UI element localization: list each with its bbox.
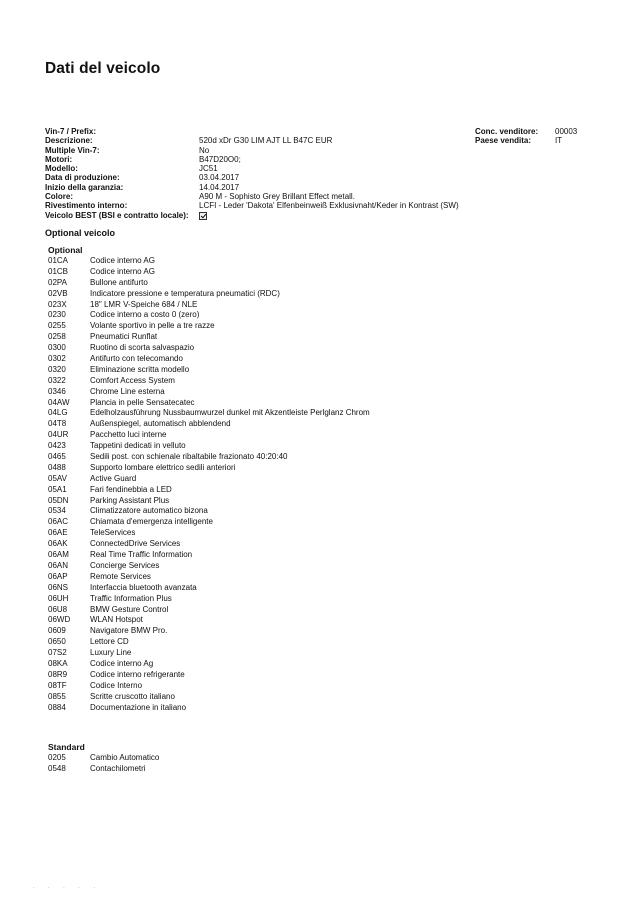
option-description: Pacchetto luci interne [90, 430, 167, 440]
option-code: 06AM [48, 550, 69, 560]
option-description: ConnectedDrive Services [90, 539, 181, 549]
info-value: No [199, 145, 210, 155]
list-item [48, 278, 370, 289]
option-description: WLAN Hotspot [90, 615, 143, 625]
option-description: Fari fendinebbia a LED [90, 484, 172, 494]
list-item [48, 539, 370, 550]
list-item [48, 452, 370, 463]
option-description: Codice interno AG [90, 266, 155, 276]
list-item [48, 332, 370, 343]
option-description: Codice interno Ag [90, 658, 154, 668]
dealer-value: 00003 [555, 127, 578, 136]
option-code: 0302 [48, 354, 66, 364]
optional-section-title: Optional veicolo [45, 228, 116, 238]
option-code: 0230 [48, 310, 66, 320]
option-description: Edelholzausführung Nussbaumwurzel dunkel mit Akzentleiste Perlglanz Chrom [90, 408, 370, 418]
option-code: 0534 [48, 506, 66, 516]
info-row-model [45, 164, 459, 173]
option-code: 06AP [48, 571, 68, 581]
option-description: Parking Assistant Plus [90, 495, 170, 505]
list-item [48, 681, 370, 692]
option-description: Luxury Line [90, 648, 132, 658]
list-item [48, 321, 370, 332]
option-code: 0346 [48, 386, 66, 396]
option-code: 04T8 [48, 419, 67, 429]
info-label: Modello: [45, 164, 78, 174]
option-code: 06U8 [48, 604, 68, 614]
list-item [48, 703, 370, 714]
list-item [48, 387, 370, 398]
option-description: Indicatore pressione e temperatura pneumatici (RDC) [90, 288, 280, 298]
option-code: 0855 [48, 691, 66, 701]
info-label: Motori: [45, 154, 73, 164]
info-label: Inizio della garanzia: [45, 182, 124, 192]
info-label: Multiple Vin-7: [45, 145, 100, 155]
option-description: Tappetini dedicati in velluto [90, 441, 186, 451]
list-item [48, 419, 370, 430]
option-code: 02VB [48, 288, 68, 298]
optional-list [48, 256, 370, 713]
option-code: 0205 [48, 753, 66, 762]
option-description: BMW Gesture Control [90, 604, 169, 614]
list-item [48, 441, 370, 452]
info-value: B47D20O0; [199, 154, 241, 164]
option-description: Ruotino di scorta salvaspazio [90, 343, 195, 353]
info-label: Veicolo BEST (BSI e contratto locale): [45, 210, 189, 220]
option-description: Supporto lombare elettrico sedili anteriori [90, 462, 236, 472]
list-item [48, 605, 370, 616]
option-description: Chiamata d'emergenza intelligente [90, 517, 213, 527]
option-code: 0258 [48, 332, 66, 342]
list-item [48, 637, 370, 648]
info-row-best [45, 211, 459, 220]
list-item [48, 594, 370, 605]
option-description: Navigatore BMW Pro. [90, 626, 168, 636]
list-item [48, 343, 370, 354]
optional-heading: Optional [48, 245, 83, 255]
option-code: 08KA [48, 658, 68, 668]
option-code: 06AN [48, 560, 69, 570]
option-code: 023X [48, 299, 67, 309]
option-code: 06NS [48, 582, 69, 592]
list-item [48, 648, 370, 659]
dealer-label: Paese vendita: [475, 136, 532, 146]
option-code: 06AE [48, 528, 68, 538]
list-item [48, 300, 370, 311]
info-label: Vin-7 / Prefix: [45, 127, 96, 136]
option-code: 01CB [48, 266, 69, 276]
list-item [48, 398, 370, 409]
list-item [48, 256, 370, 267]
dealer-row [475, 127, 577, 136]
list-item [48, 485, 370, 496]
option-code: 04LG [48, 408, 68, 418]
option-code: 0884 [48, 702, 66, 712]
option-description: Codice interno AG [90, 256, 155, 265]
option-code: 02PA [48, 277, 67, 287]
info-value: LCFI - Leder 'Dakota' Elfenbeinweiß Exklusivnaht/Keder in Kontrast (SW) [199, 201, 459, 211]
option-code: 01CA [48, 256, 69, 265]
list-item [48, 572, 370, 583]
list-item [48, 506, 370, 517]
option-code: 0320 [48, 364, 66, 374]
list-item [48, 528, 370, 539]
option-description: TeleServices [90, 528, 136, 538]
option-code: 07S2 [48, 648, 67, 658]
option-description: Codice interno refrigerante [90, 669, 185, 679]
vehicle-info-block [45, 127, 459, 220]
info-label: Colore: [45, 192, 73, 202]
list-item [48, 376, 370, 387]
list-item [48, 626, 370, 637]
list-item [48, 517, 370, 528]
option-description: Climatizzatore automatico bizona [90, 506, 208, 516]
info-row-interior [45, 201, 459, 210]
info-row-vin [45, 127, 459, 136]
info-row-color [45, 192, 459, 201]
option-code: 04AW [48, 397, 70, 407]
info-row-production-date [45, 173, 459, 182]
option-code: 05DN [48, 495, 69, 505]
option-code: 05AV [48, 473, 67, 483]
list-item [48, 659, 370, 670]
best-checkbox[interactable] [199, 212, 207, 220]
list-item [48, 670, 370, 681]
option-description: Plancia in pelle Sensatecatec [90, 397, 195, 407]
option-code: 0300 [48, 343, 66, 353]
option-description: Chrome Line esterna [90, 386, 165, 396]
list-item [48, 496, 370, 507]
list-item [48, 289, 370, 300]
option-code: 0423 [48, 441, 66, 451]
option-code: 06AC [48, 517, 69, 527]
option-code: 06UH [48, 593, 69, 603]
list-item [48, 764, 159, 775]
list-item [48, 474, 370, 485]
option-code: 08R9 [48, 669, 68, 679]
option-code: 08TF [48, 680, 67, 690]
option-description: Lettore CD [90, 637, 129, 647]
option-description: Außenspiegel, automatisch abblendend [90, 419, 231, 429]
option-code: 0609 [48, 626, 66, 636]
info-label: Rivestimento interno: [45, 201, 128, 211]
option-description: Comfort Access System [90, 375, 175, 385]
list-item [48, 354, 370, 365]
option-description: Traffic Information Plus [90, 593, 172, 603]
option-code: 06AK [48, 539, 68, 549]
option-code: 04UR [48, 430, 69, 440]
list-item [48, 753, 159, 764]
info-value: 03.04.2017 [199, 173, 240, 183]
option-description: Active Guard [90, 473, 137, 483]
info-value: JC51 [199, 164, 218, 174]
option-code: 0322 [48, 375, 66, 385]
list-item [48, 692, 370, 703]
option-description: Documentazione in italiano [90, 702, 187, 712]
list-item [48, 365, 370, 376]
info-value: A90 M - Sophisto Grey Brillant Effect metall. [199, 192, 355, 202]
option-description: Antifurto con telecomando [90, 354, 183, 364]
info-label: Descrizione: [45, 136, 93, 146]
option-description: Contachilometri [90, 763, 146, 773]
option-code: 0465 [48, 452, 66, 462]
list-item [48, 550, 370, 561]
option-description: Remote Services [90, 571, 151, 581]
option-code: 06WD [48, 615, 71, 625]
info-value: 14.04.2017 [199, 182, 240, 192]
option-description: Scritte cruscotto italiano [90, 691, 175, 701]
standard-heading: Standard [48, 742, 85, 752]
option-description: Sedili post. con schienale ribaltabile frazionato 40:20:40 [90, 452, 288, 462]
info-value [199, 211, 207, 220]
info-value: 520d xDr G30 LIM AJT LL B47C EUR [199, 136, 333, 146]
info-row-warranty-start [45, 183, 459, 192]
option-description: Codice interno a costo 0 (zero) [90, 310, 200, 320]
option-description: Concierge Services [90, 560, 160, 570]
option-description: Real Time Traffic Information [90, 550, 193, 560]
list-item [48, 408, 370, 419]
standard-list [48, 753, 159, 775]
option-description: Codice Interno [90, 680, 143, 690]
dealer-info-block [475, 127, 577, 146]
list-item [48, 583, 370, 594]
option-description: Cambio Automatico [90, 753, 160, 762]
info-row-multiple-vin [45, 146, 459, 155]
option-description: Volante sportivo in pelle a tre razze [90, 321, 215, 331]
dealer-row [475, 136, 577, 145]
info-row-engines [45, 155, 459, 164]
info-label: Data di produzione: [45, 173, 120, 183]
option-code: 0255 [48, 321, 66, 331]
option-description: 18" LMR V-Speiche 684 / NLE [90, 299, 198, 309]
option-code: 0548 [48, 763, 66, 773]
option-code: 05A1 [48, 484, 67, 494]
dealer-value: IT [555, 136, 563, 146]
list-item [48, 430, 370, 441]
list-item [48, 615, 370, 626]
info-row-description [45, 136, 459, 145]
dealer-label: Conc. venditore: [475, 127, 539, 136]
option-code: 0488 [48, 462, 66, 472]
list-item [48, 310, 370, 321]
option-code: 0650 [48, 637, 66, 647]
option-description: Interfaccia bluetooth avanzata [90, 582, 197, 592]
list-item [48, 267, 370, 278]
list-item [48, 561, 370, 572]
option-description: Pneumatici Runflat [90, 332, 158, 342]
page-title: Dati del veicolo [45, 60, 161, 77]
list-item [48, 463, 370, 474]
option-description: Eliminazione scritta modello [90, 364, 190, 374]
option-description: Bullone antifurto [90, 277, 148, 287]
footer-marks: · · · · · [33, 885, 101, 891]
